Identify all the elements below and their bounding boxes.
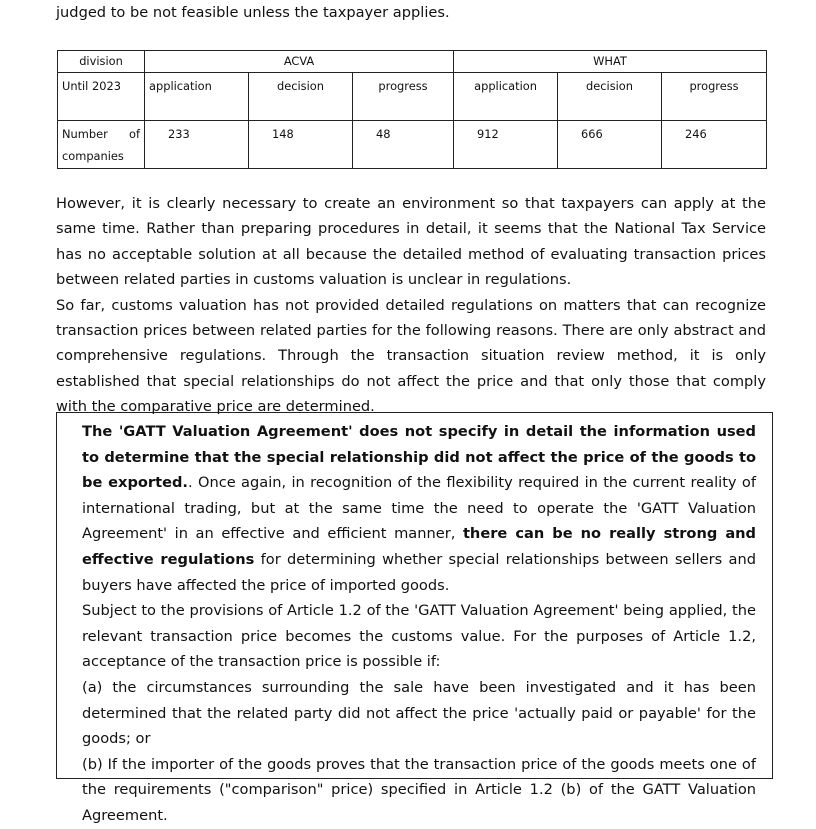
- boxed-text-1: . Once again, in recognition of the flexibility required in the current reality of international trading, but at the same time the need to operate the 'GATT Valuation Agreement' in an effective and efficient manner,: [82, 474, 756, 543]
- boxed-bold-statement-1: The 'GATT Valuation Agreement' does not specify in detail the information used to determine that the special relationship did not affect the price of the goods to be exported.: [82, 423, 756, 492]
- boxed-note: [56, 412, 773, 824]
- cell-acva-decision-count: 148: [249, 121, 353, 169]
- table-row-year: [58, 73, 767, 121]
- cell-what-progress-label: progress: [662, 73, 767, 121]
- row-label-count-part2: of: [129, 127, 140, 141]
- cell-acva-progress-label: progress: [353, 73, 454, 121]
- table-header-row: [58, 51, 767, 73]
- cell-acva-application-label: application: [145, 73, 249, 121]
- boxed-paragraph-3: (a) the circumstances surrounding the sale have been investigated and it has been determined that the related party did not affect the price 'actually paid or payable' for the goods; or: [82, 678, 756, 748]
- cell-acva-decision-label: decision: [249, 73, 353, 121]
- boxed-paragraph-4: (b) If the importer of the goods proves that the transaction price of the goods meets one of the requirements ("comparison" price) specified in Article 1.2 (b) of the GATT Valuation Agreement.: [82, 755, 756, 824]
- cell-what-application-count: 912: [454, 121, 558, 169]
- paragraph-2: So far, customs valuation has not provided detailed regulations on matters that can recognize transaction prices between related parties for the following reasons. There are only abstract and comprehensive regulations. Through the transaction situation review method, it is only established that special relationships do not affect the price and that only those that comply with the comparative price are determined.: [56, 296, 766, 416]
- statistics-table: [57, 50, 767, 169]
- header-group-acva: ACVA: [145, 51, 454, 73]
- row-label-count-part1: Number: [62, 127, 108, 141]
- cell-acva-progress-count: 48: [353, 121, 454, 169]
- row-label-year: Until 2023: [58, 73, 145, 121]
- boxed-paragraph-1: [82, 419, 756, 598]
- table-row-count: [58, 121, 767, 169]
- cell-what-decision-label: decision: [558, 73, 662, 121]
- boxed-note-content: [82, 419, 756, 829]
- header-group-what: WHAT: [454, 51, 767, 73]
- boxed-text-2: for determining whether special relationships between sellers and buyers have affected the price of imported goods.: [82, 550, 756, 594]
- intro-line: judged to be not feasible unless the taxpayer applies.: [56, 4, 450, 21]
- cell-what-decision-count: 666: [558, 121, 662, 169]
- cell-what-progress-count: 246: [662, 121, 767, 169]
- cell-acva-application-count: 233: [145, 121, 249, 169]
- row-label-count: [58, 121, 145, 169]
- header-division: division: [58, 51, 145, 73]
- paragraph-1: However, it is clearly necessary to create an environment so that taxpayers can apply at the same time. Rather than preparing procedures in detail, it seems that the National Tax Service has no acceptable solution at all because the detailed method of evaluating transaction prices between related parties in customs valuation is unclear in regulations.: [56, 195, 766, 289]
- boxed-bold-statement-2: there can be no really strong and effective regulations: [82, 525, 757, 568]
- row-label-count-part3: companies: [62, 149, 124, 163]
- boxed-paragraph-2: Subject to the provisions of Article 1.2 of the 'GATT Valuation Agreement' being applied, the relevant transaction price becomes the customs value. For the purposes of Article 1.2, acceptance of the transaction price is possible if:: [82, 602, 756, 671]
- body-text: [56, 191, 766, 420]
- cell-what-application-label: application: [454, 73, 558, 121]
